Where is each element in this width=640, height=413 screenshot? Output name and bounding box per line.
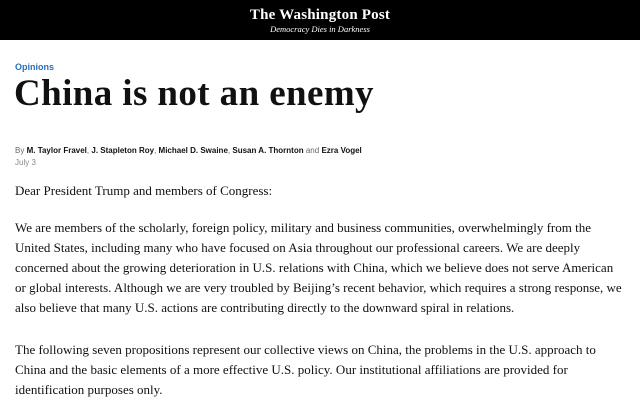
paragraph-line: concerned about the growing deterioration in U.S. relations with China, which we believe does not serve American <box>15 260 614 275</box>
byline-separator: , <box>154 146 157 155</box>
letter-salutation: Dear President Trump and members of Congress: <box>15 183 273 198</box>
masthead <box>0 0 640 40</box>
paragraph-line: also believe that many U.S. actions are contributing directly to the downward spiral in relations. <box>15 300 515 315</box>
paragraph-line: The following seven propositions represent our collective views on China, the problems in the U.S. approach to <box>15 342 596 357</box>
byline <box>15 145 362 156</box>
author-link[interactable]: J. Stapleton Roy <box>91 146 155 155</box>
section-kicker-link[interactable]: Opinions <box>15 62 54 72</box>
byline-conjunction: and <box>305 146 320 155</box>
paragraph-line: United States, including many who have focused on Asia throughout our professional careers. We are deeply <box>15 240 581 255</box>
byline-separator: , <box>227 146 231 155</box>
site-logo[interactable]: The Washington Post <box>249 7 391 23</box>
article-headline: China is not an enemy <box>14 73 374 114</box>
byline-prefix: By <box>15 146 25 155</box>
body-paragraph <box>15 218 635 318</box>
body-paragraph <box>15 340 635 400</box>
author-link[interactable]: Susan A. Thornton <box>232 146 304 155</box>
publish-date: July 3 <box>15 158 36 167</box>
author-link[interactable]: M. Taylor Fravel <box>26 146 87 155</box>
paragraph-line: We are members of the scholarly, foreign policy, military and business communities, overwhelmingly from the <box>15 220 591 235</box>
paragraph-line: China and the basic elements of a more effective U.S. policy. Our institutional affiliations are provided for <box>15 362 568 377</box>
author-link[interactable]: Ezra Vogel <box>321 146 362 155</box>
author-link[interactable]: Michael D. Swaine <box>158 146 228 155</box>
paragraph-line: identification purposes only. <box>15 382 163 397</box>
site-tagline: Democracy Dies in Darkness <box>270 24 370 34</box>
paragraph-line: or global interests. Although we are very troubled by Beijing’s recent behavior, which requires a strong response, we <box>15 280 622 295</box>
byline-separator: , <box>86 146 90 155</box>
